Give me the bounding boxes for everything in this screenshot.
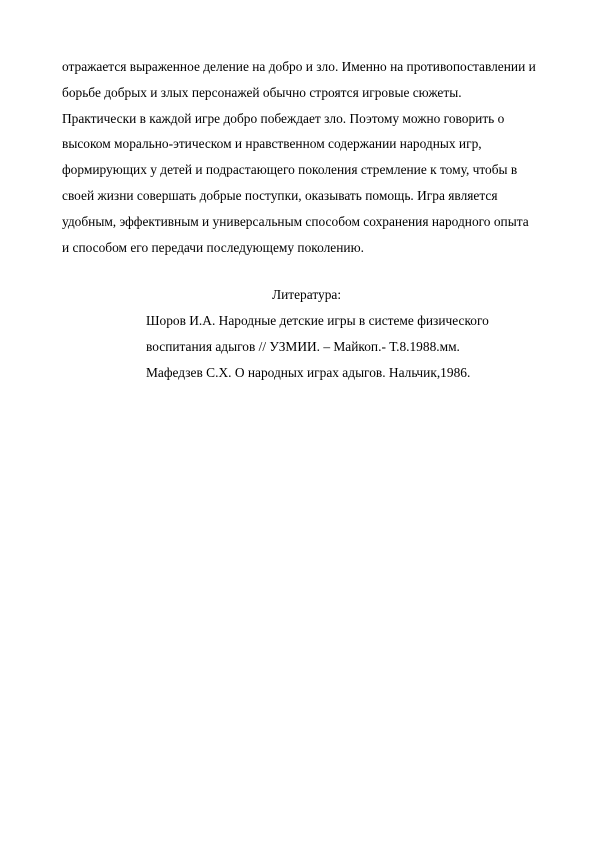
paragraph-line: отражается выраженное деление на добро и зло. Именно на противопоставлении и [62, 59, 536, 74]
paragraph-line: высоком морально-этическом и нравственном содержании народных игр, [62, 136, 482, 152]
references-heading: Литература: [272, 287, 342, 302]
paragraph-line: и способом его передачи последующему поколению. [62, 239, 364, 255]
paragraph-line: Практически в каждой игре добро побеждает зло. Поэтому можно говорить о [62, 110, 505, 126]
paragraph-line: своей жизни совершать добрые поступки, оказывать помощь. Игра является [62, 187, 498, 203]
reference-item-1-line-2: воспитания адыгов // УЗМИИ. – Майкоп.- Т.8.1988.мм. [146, 339, 460, 354]
paragraph-line: борьбе добрых и злых персонажей обычно строятся игровые сюжеты. [62, 84, 462, 100]
paragraph-line: удобным, эффективным и универсальным способом сохранения народного опыта [62, 213, 529, 229]
paragraph-line: формирующих у детей и подрастающего поколения стремление к тому, чтобы в [62, 162, 518, 178]
body-paragraph [62, 54, 562, 260]
reference-item-1-line-1: Шоров И.А. Народные детские игры в системе физического [146, 313, 489, 328]
reference-item-2: Мафедзев С.Х. О народных играх адыгов. Нальчик,1986. [146, 365, 471, 380]
